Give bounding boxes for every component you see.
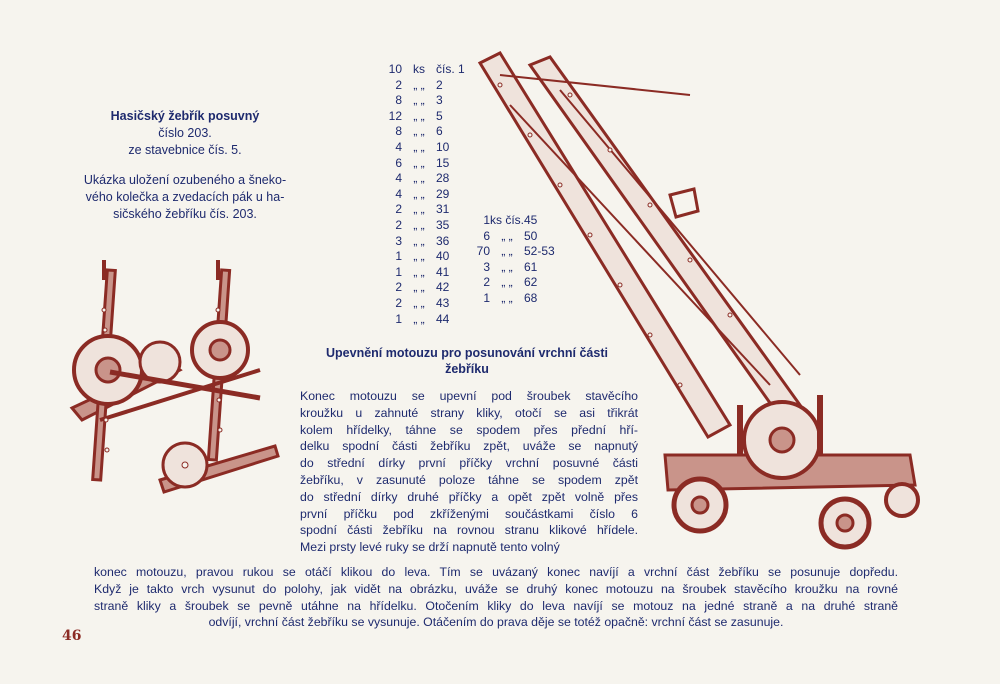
part-unit: „ „ bbox=[413, 186, 425, 201]
text-line: kroužku u zahnuté strany kliky, otočí se asi třikrát bbox=[300, 405, 638, 420]
parts-row bbox=[380, 265, 460, 281]
parts-row bbox=[380, 218, 460, 234]
text-line: první příčku pod zkříženými součástkami číslo 6 bbox=[300, 506, 638, 521]
part-quantity: 2 bbox=[483, 275, 490, 290]
part-quantity: 4 bbox=[395, 186, 402, 201]
part-number: 6 bbox=[436, 124, 443, 139]
part-unit: „ „ bbox=[413, 202, 425, 217]
section-heading-line: Upevnění motouzu pro posunování vrchní části bbox=[326, 346, 608, 360]
part-quantity: 1 bbox=[483, 213, 490, 227]
part-number: 29 bbox=[436, 186, 450, 201]
part-unit: „ „ bbox=[413, 264, 425, 279]
part-unit: „ „ bbox=[413, 249, 425, 264]
part-quantity: 2 bbox=[395, 280, 402, 295]
text-line: delku spodní části žebříku zpět, uváže se napnutý bbox=[300, 439, 638, 454]
part-number: 15 bbox=[436, 155, 450, 170]
part-quantity: 8 bbox=[395, 124, 402, 139]
part-quantity: 1 bbox=[395, 311, 402, 326]
part-quantity: 6 bbox=[395, 155, 402, 170]
part-quantity: 2 bbox=[395, 77, 402, 92]
parts-row bbox=[380, 202, 460, 218]
part-number: 43 bbox=[436, 295, 450, 310]
parts-row bbox=[380, 93, 460, 109]
parts-row bbox=[380, 140, 460, 156]
part-unit: „ „ bbox=[413, 93, 425, 108]
parts-row bbox=[380, 234, 460, 250]
part-number: 3 bbox=[436, 93, 443, 108]
part-unit: „ „ bbox=[501, 228, 513, 243]
model-title-block bbox=[70, 108, 300, 159]
text-line: do střední dírky první příčky vrchní posuvné části bbox=[300, 456, 638, 471]
part-number: 36 bbox=[436, 233, 450, 248]
model-kit: ze stavebnice čís. 5. bbox=[128, 143, 242, 157]
description-line: vého kolečka a zvedacích pák u ha- bbox=[85, 190, 285, 204]
body-paragraph-continued bbox=[94, 564, 898, 631]
part-unit: „ „ bbox=[413, 171, 425, 186]
part-quantity: 1 bbox=[395, 249, 402, 264]
part-unit: „ „ bbox=[413, 155, 425, 170]
text-line: spodní části žebříku na rovnou stranu klikové hřídele. bbox=[300, 523, 638, 538]
part-number: 35 bbox=[436, 217, 450, 232]
text-line: straně kliky a šroubek se pevně utáhne na hřídelku. Otočením kliky do leva navíjí se motouz na jedné straně a na druhé straně bbox=[94, 598, 898, 613]
part-quantity: 1 bbox=[395, 264, 402, 279]
part-number: 44 bbox=[436, 311, 450, 326]
winch-mechanism-illustration bbox=[60, 250, 290, 550]
part-unit: „ „ bbox=[413, 124, 425, 139]
parts-row bbox=[380, 109, 460, 125]
parts-row bbox=[380, 312, 460, 328]
parts-row bbox=[380, 280, 460, 296]
part-quantity: 8 bbox=[395, 93, 402, 108]
parts-row bbox=[380, 187, 460, 203]
parts-row bbox=[380, 62, 465, 78]
part-unit: „ „ bbox=[413, 217, 425, 232]
part-number: 10 bbox=[436, 139, 450, 154]
part-quantity: 4 bbox=[395, 171, 402, 186]
part-unit: „ „ bbox=[413, 139, 425, 154]
part-unit: „ „ bbox=[501, 275, 513, 290]
part-number: 52-53 bbox=[524, 244, 555, 259]
description-line: sičského žebříku čís. 203. bbox=[113, 207, 257, 221]
part-number: 50 bbox=[524, 228, 538, 243]
part-unit: „ „ bbox=[501, 259, 513, 274]
text-line: Konec motouzu se upevní pod šroubek stavěcího bbox=[300, 389, 638, 403]
part-unit: „ „ bbox=[413, 77, 425, 92]
part-number: 40 bbox=[436, 249, 450, 264]
part-number: 31 bbox=[436, 202, 450, 217]
parts-row bbox=[380, 249, 460, 265]
parts-row bbox=[380, 171, 460, 187]
parts-row bbox=[380, 156, 460, 172]
part-quantity: 70 bbox=[476, 244, 490, 259]
part-quantity: 3 bbox=[483, 259, 490, 274]
part-number: 5 bbox=[436, 108, 443, 123]
page-number: 46 bbox=[62, 628, 82, 644]
parts-row bbox=[380, 296, 460, 312]
part-number: 41 bbox=[436, 264, 450, 279]
part-unit: „ „ bbox=[413, 233, 425, 248]
part-quantity: 4 bbox=[395, 139, 402, 154]
part-quantity: 2 bbox=[395, 202, 402, 217]
part-number: čís. 1 bbox=[436, 62, 465, 76]
body-paragraph bbox=[300, 388, 638, 556]
part-number: 28 bbox=[436, 171, 450, 186]
model-number: číslo 203. bbox=[158, 126, 212, 140]
parts-row bbox=[380, 78, 460, 94]
text-line: žebříku, v zasunuté poloze táhne se spodem zpět bbox=[300, 472, 638, 487]
part-number: 45 bbox=[524, 213, 538, 227]
model-description bbox=[70, 172, 300, 223]
description-line: Ukázka uložení ozubeného a šneko- bbox=[83, 173, 287, 187]
part-quantity: 10 bbox=[388, 62, 402, 76]
parts-row bbox=[380, 124, 460, 140]
text-line: do střední dírky druhé příčky a opět zpět volně přes bbox=[300, 489, 638, 504]
part-quantity: 12 bbox=[388, 108, 402, 123]
part-quantity: 2 bbox=[395, 217, 402, 232]
part-number: 42 bbox=[436, 280, 450, 295]
part-unit: ks bbox=[413, 62, 425, 76]
part-number: 61 bbox=[524, 259, 538, 274]
text-line: konec motouzu, pravou rukou se otáčí klikou do leva. Tím se uvázaný konec navíjí a vrchní část žebříku se posunuje dopředu. bbox=[94, 565, 898, 579]
part-unit: „ „ bbox=[413, 108, 425, 123]
parts-list-a bbox=[380, 62, 465, 327]
text-line: odvíjí, vrchní část žebříku se vysunuje. Otáčením do prava děje se totéž opačně: vrchní část se zasunuje. bbox=[208, 615, 784, 630]
part-unit: „ „ bbox=[501, 244, 513, 259]
part-number: 2 bbox=[436, 77, 443, 92]
part-unit: „ „ bbox=[413, 280, 425, 295]
section-heading-line: žebříku bbox=[445, 362, 489, 376]
part-quantity: 2 bbox=[395, 295, 402, 310]
part-quantity: 6 bbox=[483, 228, 490, 243]
section-heading bbox=[316, 345, 618, 377]
model-title: Hasičský žebřík posuvný bbox=[110, 109, 260, 123]
part-number: 62 bbox=[524, 275, 538, 290]
text-line: Když je takto vrch vysunut do polohy, jak vidět na obrázku, uváže se druhý konec motouzu na šroubek stavěcího kroužku na rovné bbox=[94, 581, 898, 596]
part-unit: „ „ bbox=[501, 290, 513, 305]
part-number: 68 bbox=[524, 290, 538, 305]
part-unit: „ „ bbox=[413, 295, 425, 310]
part-quantity: 3 bbox=[395, 233, 402, 248]
part-unit: „ „ bbox=[413, 311, 425, 326]
part-quantity: 1 bbox=[483, 290, 490, 305]
text-line: Mezi prsty levé ruky se drží napnutě tento volný bbox=[300, 540, 560, 555]
part-unit: ks čís. bbox=[490, 213, 525, 227]
text-line: kolem hřídelky, táhne se spodem přes přední hří- bbox=[300, 422, 638, 437]
